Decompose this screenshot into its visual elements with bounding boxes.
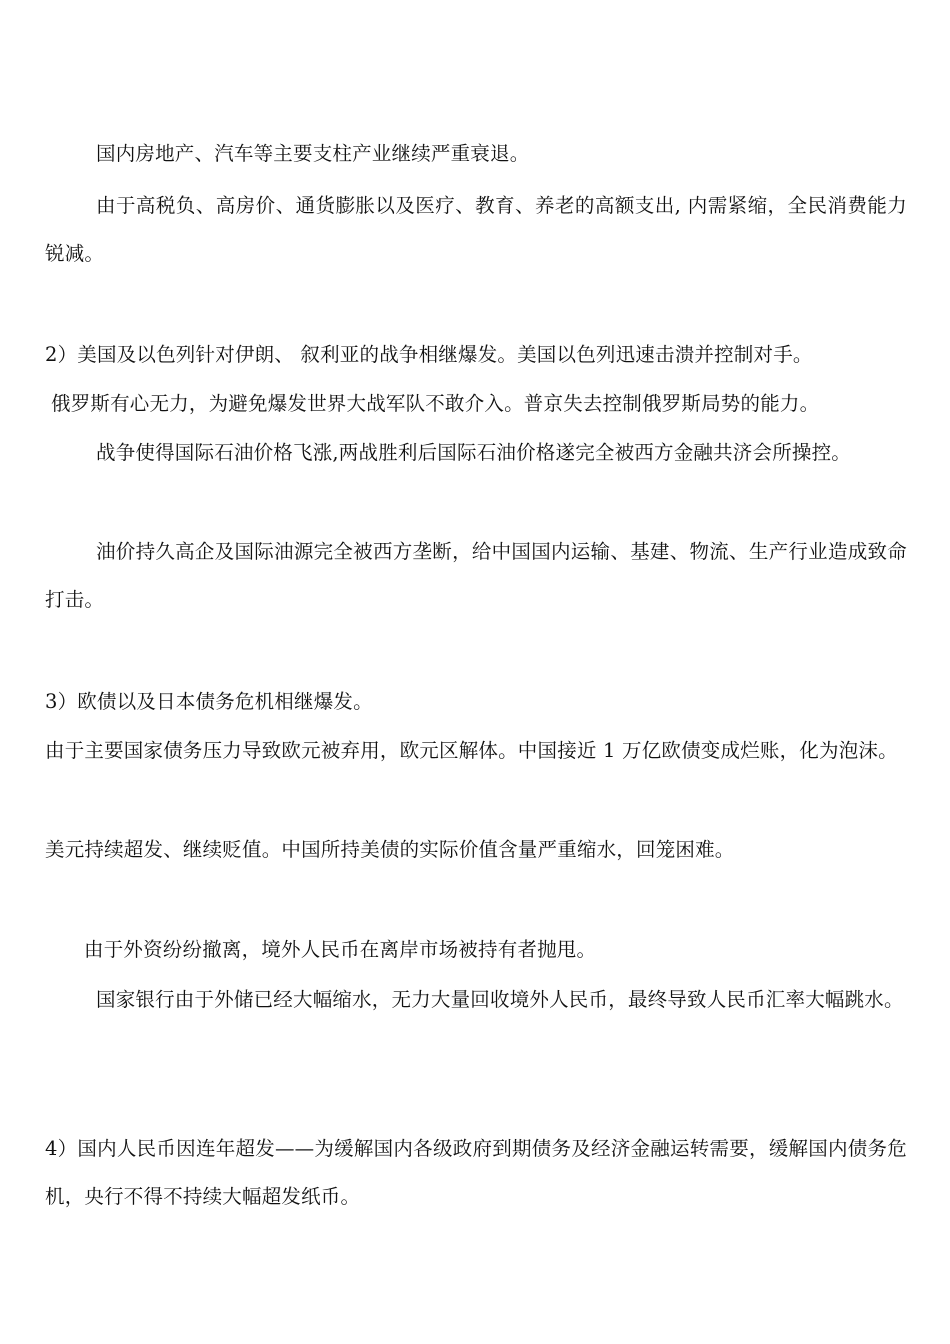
paragraph-euro-collapse: 由于主要国家债务压力导致欧元被弃用，欧元区解体。中国接近 1 万亿欧债变成烂账，化为泡沫。 bbox=[45, 739, 898, 762]
paragraph-oil-price: 战争使得国际石油价格飞涨,两战胜利后国际石油价格遂完全被西方金融共济会所操控。 bbox=[96, 441, 851, 464]
paragraph-dollar-depreciation: 美元持续超发、继续贬值。中国所持美债的实际价值含量严重缩水，回笼困难。 bbox=[45, 838, 735, 861]
paragraph-russia: 俄罗斯有心无力，为避免爆发世界大战军队不敢介入。普京失去控制俄罗斯局势的能力。 bbox=[51, 392, 820, 415]
paragraph-point-4-rmb: 4）国内人民币因连年超发——为缓解国内各级政府到期债务及经济金融运转需要，缓解国内债务危机，央行不得不持续大幅超发纸币。 bbox=[45, 1137, 907, 1208]
paragraph-industry-decline: 国内房地产、汽车等主要支柱产业继续严重衰退。 bbox=[96, 142, 530, 165]
paragraph-rmb-exchange: 国家银行由于外储已经大幅缩水，无力大量回收境外人民币，最终导致人民币汇率大幅跳水。 bbox=[96, 988, 904, 1011]
paragraph-foreign-capital: 由于外资纷纷撤离，境外人民币在离岸市场被持有者抛甩。 bbox=[84, 938, 597, 961]
paragraph-point-3-debt: 3）欧债以及日本债务危机相继爆发。 bbox=[45, 690, 373, 713]
paragraph-consumption-decline: 由于高税负、高房价、通货膨胀以及医疗、教育、养老的高额支出, 内需紧缩，全民消费能力锐减。 bbox=[45, 194, 907, 265]
paragraph-oil-monopoly: 油价持久高企及国际油源完全被西方垄断，给中国国内运输、基建、物流、生产行业造成致命打击。 bbox=[45, 540, 907, 611]
paragraph-point-2-war: 2）美国及以色列针对伊朗、 叙利亚的战争相继爆发。美国以色列迅速击溃并控制对手。 bbox=[45, 343, 813, 366]
